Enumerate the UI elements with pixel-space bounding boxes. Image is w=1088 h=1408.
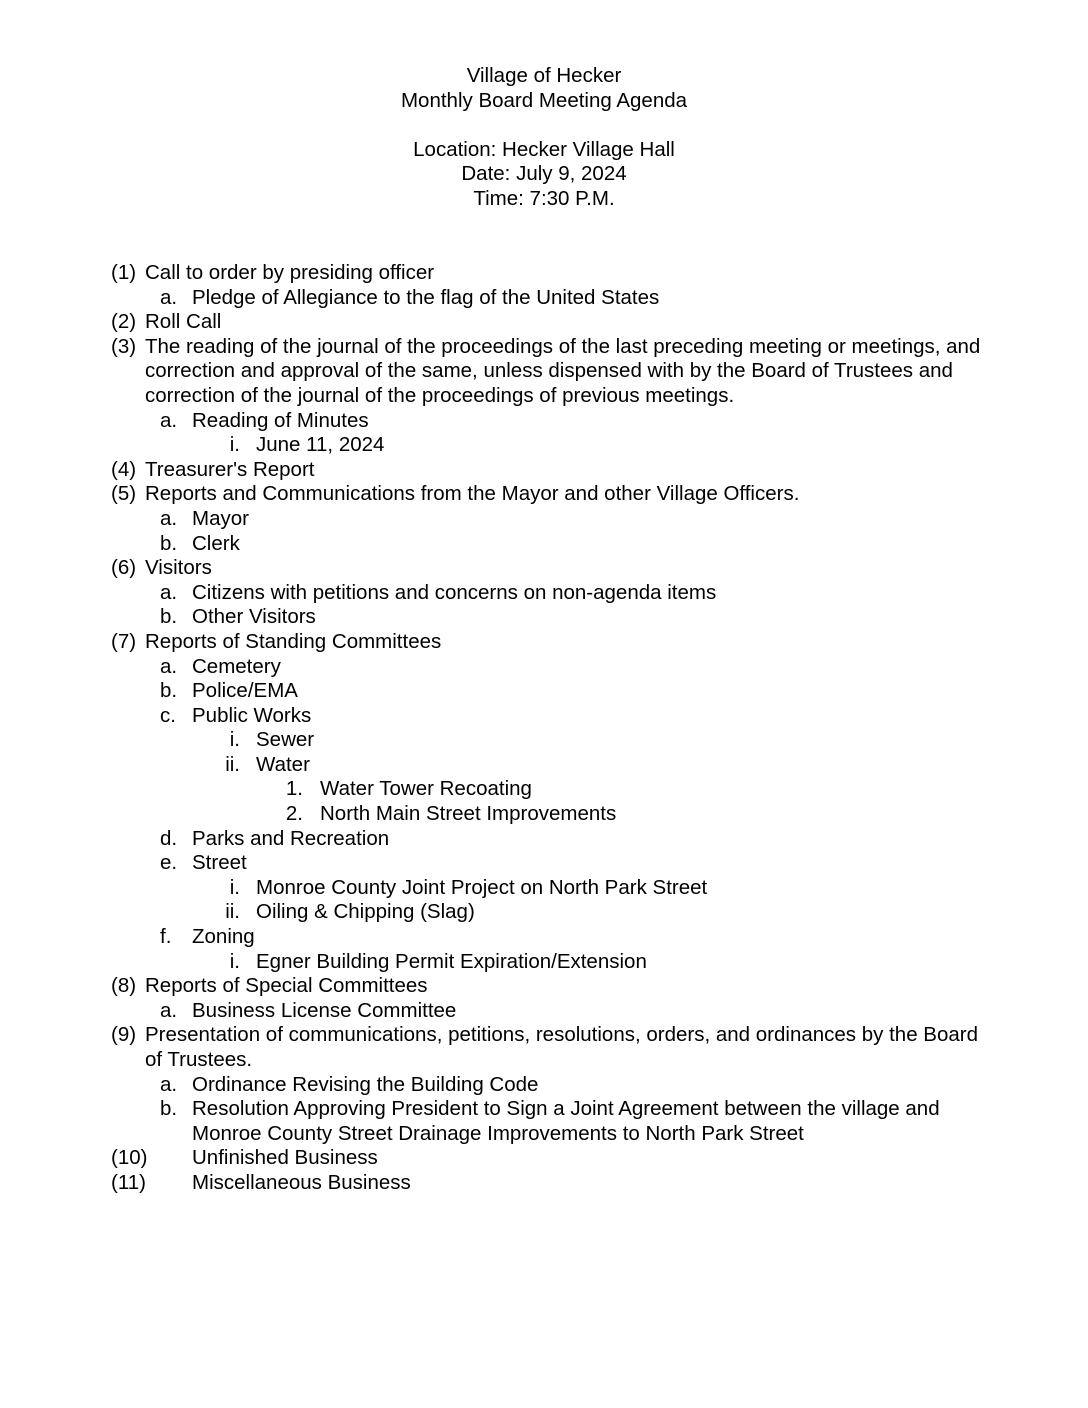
agenda-item-10 (0, 1146, 1088, 1171)
agenda-subitem (0, 679, 1088, 704)
item-number: a. (160, 408, 178, 432)
agenda-item-6 (0, 556, 1088, 581)
item-text: Treasurer's Report (145, 457, 315, 481)
item-text: Parks and Recreation (192, 826, 390, 850)
agenda-subitem (0, 827, 1088, 852)
agenda-subitem (0, 507, 1088, 532)
item-text: Water Tower Recoating (320, 777, 532, 801)
agenda-subitem (0, 286, 1088, 311)
item-text: Egner Building Permit Expiration/Extension (256, 949, 647, 973)
item-number: b. (160, 1097, 178, 1121)
village-name: Village of Hecker (466, 64, 622, 87)
item-text: Sewer (256, 728, 315, 752)
agenda-item-7 (0, 630, 1088, 655)
item-text: Pledge of Allegiance to the flag of the United States (192, 285, 660, 309)
agenda-subitem (0, 581, 1088, 606)
item-text: June 11, 2024 (256, 433, 385, 457)
agenda-subsubitem (0, 433, 1088, 458)
agenda-subitem (0, 704, 1088, 729)
meeting-location: Location: Hecker Village Hall (413, 137, 675, 161)
item-number: a. (160, 506, 178, 530)
agenda-subsubitem (0, 950, 1088, 975)
item-text: Ordinance Revising the Building Code (192, 1072, 539, 1096)
agenda-item-continuation (0, 359, 1088, 384)
item-text: Presentation of communications, petitions, resolutions, orders, and ordinances by the Board (145, 1023, 978, 1047)
agenda-item-continuation (0, 1048, 1088, 1073)
item-number: (1) (111, 261, 137, 284)
item-text: Clerk (192, 531, 240, 555)
agenda-subitem (0, 655, 1088, 680)
agenda-subsubitem (0, 728, 1088, 753)
item-text: Citizens with petitions and concerns on non-agenda items (192, 580, 717, 604)
item-number: ii. (225, 752, 240, 776)
item-number: 2. (285, 802, 303, 826)
item-text: Reports of Special Committees (145, 974, 428, 998)
agenda-list (0, 261, 1088, 1196)
agenda-item-5 (0, 482, 1088, 507)
item-number: a. (160, 654, 178, 678)
agenda-subitem (0, 409, 1088, 434)
agenda-subitem-continuation (0, 1122, 1088, 1147)
item-text: Oiling & Chipping (Slag) (256, 900, 475, 924)
spacer (0, 113, 1088, 138)
item-number: (6) (111, 556, 137, 580)
item-number: a. (160, 1072, 178, 1096)
item-number: (3) (111, 334, 137, 358)
agenda-item-4 (0, 458, 1088, 483)
agenda-subitem (0, 999, 1088, 1024)
item-text: Visitors (145, 556, 212, 580)
item-text: Roll Call (145, 310, 222, 334)
agenda-level4-item (0, 802, 1088, 827)
agenda-subitem (0, 1073, 1088, 1098)
item-number: (9) (111, 1023, 137, 1047)
agenda-header (0, 64, 1088, 211)
item-text: Other Visitors (192, 605, 316, 629)
item-number: i. (229, 728, 240, 752)
item-text: Unfinished Business (192, 1146, 378, 1170)
item-number: f. (160, 925, 172, 949)
item-number: c. (160, 703, 176, 727)
agenda-item-3 (0, 335, 1088, 360)
meeting-date: Date: July 9, 2024 (461, 162, 627, 185)
item-text: correction of the journal of the proceedings of previous meetings. (145, 383, 735, 407)
item-text: Cemetery (192, 654, 281, 678)
item-text: of Trustees. (145, 1048, 253, 1071)
item-number: (11) (111, 1170, 146, 1194)
item-text: Monroe County Joint Project on North Park Street (256, 875, 708, 899)
item-text: Street (192, 851, 247, 875)
agenda-subsubitem (0, 900, 1088, 925)
item-number: a. (160, 580, 178, 604)
agenda-item-8 (0, 974, 1088, 999)
item-number: 1. (285, 777, 303, 801)
item-text: North Main Street Improvements (320, 802, 617, 826)
item-text: The reading of the journal of the proceedings of the last preceding meeting or meetings, and (145, 334, 981, 358)
item-text: Business License Committee (192, 998, 457, 1022)
agenda-subitem (0, 1097, 1088, 1122)
item-text: Public Works (192, 703, 312, 727)
item-number: ii. (225, 900, 240, 924)
item-text: Police/EMA (192, 679, 298, 703)
agenda-subitem (0, 851, 1088, 876)
item-text: correction and approval of the same, unless dispensed with by the Board of Trustees and (145, 359, 953, 383)
item-number: (10) (111, 1146, 148, 1170)
item-number: i. (229, 433, 240, 457)
item-text: Resolution Approving President to Sign a Joint Agreement between the village and (192, 1097, 940, 1121)
item-number: d. (160, 826, 178, 850)
document-title: Monthly Board Meeting Agenda (400, 88, 688, 112)
agenda-item-9 (0, 1023, 1088, 1048)
agenda-subitem (0, 925, 1088, 950)
item-text: Monroe County Street Drainage Improvements to North Park Street (192, 1121, 804, 1145)
item-number: (8) (111, 974, 137, 998)
item-number: i. (229, 875, 240, 899)
item-text: Miscellaneous Business (192, 1170, 411, 1194)
item-text: Zoning (192, 925, 255, 949)
agenda-item-continuation (0, 384, 1088, 409)
item-number: (2) (111, 310, 137, 334)
item-text: Reports and Communications from the Mayor and other Village Officers. (145, 482, 800, 506)
item-number: b. (160, 605, 178, 629)
item-number: (4) (111, 457, 137, 481)
agenda-subsubitem (0, 876, 1088, 901)
item-number: a. (160, 285, 178, 309)
agenda-item-11 (0, 1171, 1088, 1196)
agenda-item-2 (0, 310, 1088, 335)
item-number: b. (160, 679, 178, 703)
meeting-time: Time: 7:30 P.M. (473, 186, 615, 210)
agenda-subitem (0, 532, 1088, 557)
item-number: a. (160, 998, 178, 1022)
item-number: (5) (111, 482, 137, 506)
item-text: Reading of Minutes (192, 408, 369, 432)
agenda-subsubitem (0, 753, 1088, 778)
item-number: (7) (111, 629, 137, 653)
agenda-subitem (0, 605, 1088, 630)
item-number: e. (160, 851, 178, 875)
item-number: i. (229, 949, 240, 973)
item-number: b. (160, 531, 178, 555)
agenda-item-1 (0, 261, 1088, 286)
item-text: Water (256, 752, 310, 776)
item-text: Reports of Standing Committees (145, 629, 442, 653)
agenda-level4-item (0, 777, 1088, 802)
item-text: Call to order by presiding officer (145, 261, 435, 284)
item-text: Mayor (192, 506, 249, 530)
